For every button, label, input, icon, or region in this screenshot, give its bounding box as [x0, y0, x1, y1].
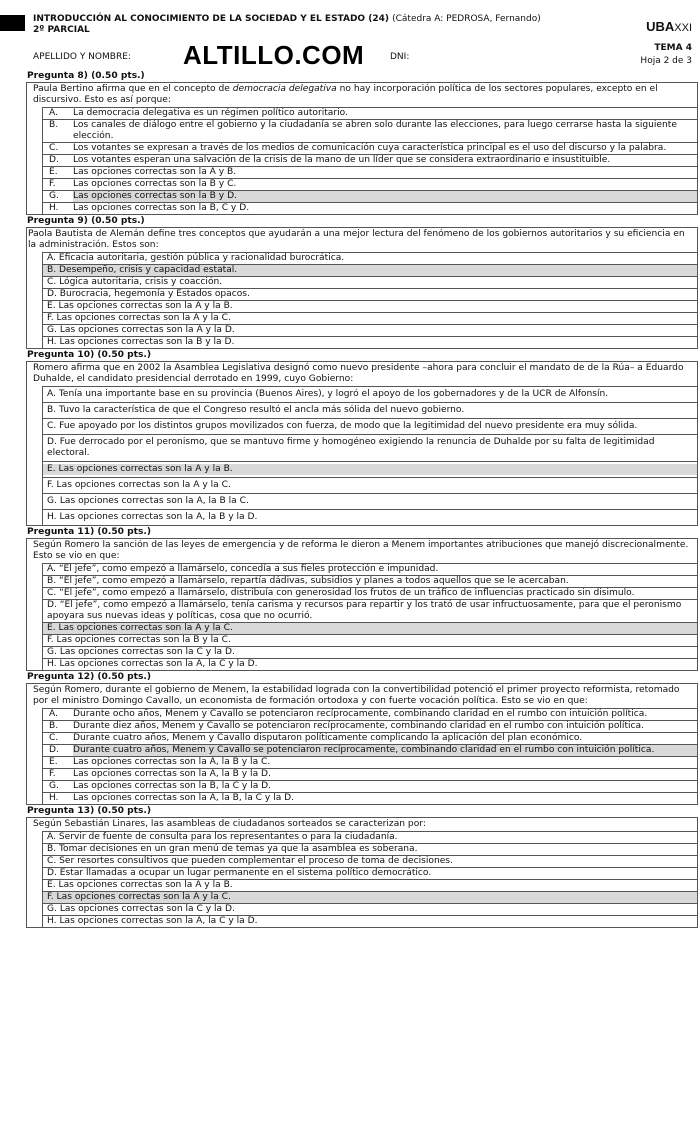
- tema-label: TEMA 4: [654, 43, 692, 53]
- question-stem: Paola Bautista de Alemán define tres conceptos que ayudarán a una mejor lectura del fenómeno de los gobiernos autoritarios y su eficiencia en la administración. Estos son:: [28, 229, 685, 250]
- option-e[interactable]: [42, 879, 697, 891]
- option-text: Los votantes esperan una salvación de la crisis de la mano de un líder que se considera extraordinario e insustituible.: [73, 155, 611, 165]
- option-letter: D.: [49, 155, 59, 165]
- option-text: F. Las opciones correctas son la B y la C.: [47, 635, 231, 645]
- option-letter: H.: [49, 793, 59, 803]
- question-stem: Según Romero, durante el gobierno de Menem, la estabilidad lograda con la convertibilidad potenció el primer proyecto reformista, retomado por el ministro Domingo Cavallo, un economista de formación ortodoxa y con fuerte vocación política. Esto se vio en que:: [33, 685, 680, 706]
- option-a[interactable]: [42, 107, 697, 119]
- question-title: Pregunta 9) (0.50 pts.): [27, 216, 145, 226]
- logo-main: UBA: [646, 19, 675, 34]
- option-text: Los votantes se expresan a través de los medios de comunicación cuya característica principal es el uso del discurso y la palabra.: [73, 143, 667, 153]
- option-d[interactable]: [42, 599, 697, 622]
- option-e[interactable]: [42, 622, 697, 634]
- option-a[interactable]: [42, 563, 697, 575]
- exam-partial: 2º PARCIAL: [33, 25, 90, 35]
- option-text: G. Las opciones correctas son la C y la D.: [47, 904, 235, 914]
- course-name: INTRODUCCIÓN AL CONOCIMIENTO DE LA SOCIEDAD Y EL ESTADO (24): [33, 14, 389, 24]
- question-title: Pregunta 10) (0.50 pts.): [27, 350, 152, 360]
- option-letter: C.: [49, 143, 59, 153]
- option-text: A. Tenía una importante base en su provincia (Buenos Aires), y logró el apoyo de los gobernadores y de la UCR de Alfonsín.: [47, 389, 609, 399]
- option-text: E. Las opciones correctas son la A y la B.: [47, 301, 233, 311]
- option-letter: F.: [49, 769, 56, 779]
- option-letter: A.: [49, 108, 58, 118]
- option-text: Las opciones correctas son la A, la B y la D.: [73, 769, 271, 779]
- uba-xxi-logo: [646, 19, 692, 34]
- black-marker-bar: [0, 15, 25, 31]
- option-c[interactable]: [42, 855, 697, 867]
- option-text: F. Las opciones correctas son la A y la C.: [47, 480, 231, 490]
- name-label: APELLIDO Y NOMBRE:: [33, 52, 131, 62]
- option-letter: H.: [49, 203, 59, 213]
- option-text: Las opciones correctas son la A, la B y la C.: [73, 757, 271, 767]
- option-text: La democracia delegativa es un régimen político autoritario.: [73, 108, 348, 118]
- option-d[interactable]: [42, 154, 697, 166]
- option-text: G. Las opciones correctas son la C y la D.: [47, 647, 235, 657]
- option-letter: G.: [49, 191, 59, 201]
- option-letter: G.: [49, 781, 59, 791]
- watermark: ALTILLO.COM: [183, 40, 365, 70]
- option-text: H. Las opciones correctas son la A, la C y la D.: [47, 916, 258, 926]
- option-b[interactable]: [42, 843, 697, 855]
- option-d[interactable]: [42, 744, 697, 756]
- option-text: E. Las opciones correctas son la A y la B.: [47, 880, 233, 890]
- option-text: E. Las opciones correctas son la A y la B.: [43, 464, 697, 475]
- option-f[interactable]: [42, 312, 697, 324]
- option-h[interactable]: [42, 336, 697, 348]
- option-text: D. Fue derrocado por el peronismo, que se mantuvo firme y homogéneo exigiendo la renuncia de Duhalde por su falta de legitimidad electoral.: [47, 437, 655, 458]
- option-g[interactable]: [42, 646, 697, 658]
- option-c[interactable]: [42, 587, 697, 599]
- option-text: Las opciones correctas son la B y C.: [73, 179, 237, 189]
- option-h[interactable]: [42, 202, 697, 214]
- option-g[interactable]: [42, 493, 697, 509]
- question-stem: Romero afirma que en 2002 la Asamblea Legislativa designó como nuevo presidente –ahora para concluir el mandato de de la Rúa– a Eduardo Duhalde, el candidato presidencial derrotado en 1999, cuyo Gobierno:: [33, 363, 684, 384]
- option-b[interactable]: [42, 264, 697, 276]
- option-b[interactable]: [42, 119, 697, 142]
- option-text: Las opciones correctas son la B, la C y la D.: [73, 781, 272, 791]
- option-a[interactable]: [42, 252, 697, 264]
- option-text: F. Las opciones correctas son la A y la C.: [43, 892, 697, 903]
- option-text: C. Fue apoyado por los distintos grupos movilizados con fuerza, de modo que la legitimidad del nuevo presidente era muy sólida.: [47, 421, 638, 431]
- option-text: B. “El jefe”, como empezó a llamárselo, repartía dádivas, subsidios y planes a todos aquellos que se le acercaban.: [47, 576, 569, 586]
- option-b[interactable]: [42, 402, 697, 418]
- option-text: C. Ser resortes consultivos que pueden complementar el proceso de toma de decisiones.: [47, 856, 453, 866]
- option-text: G. Las opciones correctas son la A y la D.: [47, 325, 235, 335]
- option-text: B. Desempeño, crisis y capacidad estatal.: [43, 265, 697, 276]
- option-text: G. Las opciones correctas son la A, la B la C.: [47, 496, 249, 506]
- option-letter: A.: [49, 709, 58, 719]
- option-text: Las opciones correctas son la A y B.: [73, 167, 237, 177]
- course-chair: (Cátedra A: PEDROSA, Fernando): [392, 14, 541, 24]
- option-text: H. Las opciones correctas son la A, la B y la D.: [47, 512, 258, 522]
- option-text: H. Las opciones correctas son la B y la D.: [47, 337, 235, 347]
- option-a[interactable]: [42, 708, 697, 720]
- option-text: C. “El jefe”, como empezó a llamárselo, distribuía con generosidad los frutos de un tráfico de influencias practicado sin disimulo.: [47, 588, 635, 598]
- option-text: B. Tuvo la característica de que el Congreso resultó el ancla más sólida del nuevo gobierno.: [47, 405, 465, 415]
- option-text: B. Tomar decisiones en un gran menú de temas ya que la asamblea es soberana.: [47, 844, 418, 854]
- option-b[interactable]: [42, 575, 697, 587]
- question-title: Pregunta 13) (0.50 pts.): [27, 806, 152, 816]
- option-letter: B.: [49, 721, 59, 731]
- option-text: Durante cuatro años, Menem y Cavallo disputaron políticamente complicando la aplicación del plan económico.: [73, 733, 583, 743]
- option-text: E. Las opciones correctas son la A y la C.: [43, 623, 697, 634]
- question-stem: Según Sebastián Linares, las asambleas de ciudadanos sorteados se caracterizan por:: [33, 819, 426, 829]
- option-letter: F.: [49, 179, 56, 189]
- option-text: A. “El jefe”, como empezó a llamárselo, concedía a sus fieles protección e impunidad.: [47, 564, 439, 574]
- question-title: Pregunta 11) (0.50 pts.): [27, 527, 152, 537]
- option-d[interactable]: [42, 867, 697, 879]
- option-text: H. Las opciones correctas son la A, la C y la D.: [47, 659, 258, 669]
- question-box: [26, 538, 698, 671]
- question-8: [26, 70, 698, 215]
- option-d[interactable]: [42, 288, 697, 300]
- question-title: Pregunta 12) (0.50 pts.): [27, 672, 152, 682]
- logo-suffix: XXI: [674, 22, 692, 34]
- option-text: Durante cuatro años, Menem y Cavallo se potenciaron recíprocamente, combinando claridad en el rumbo con intuición política.: [73, 745, 697, 756]
- option-text: A. Eficacia autoritaria, gestión pública y racionalidad burocrática.: [47, 253, 345, 263]
- question-stem: [27, 83, 697, 107]
- question-10: [26, 349, 698, 526]
- question-box: [26, 361, 698, 526]
- option-a[interactable]: [42, 831, 697, 843]
- question-13: [26, 805, 698, 928]
- option-text: D. Burocracia, hegemonía y Estados opacos.: [47, 289, 250, 299]
- option-f[interactable]: [42, 891, 697, 903]
- option-text: A. Servir de fuente de consulta para los representantes o para la ciudadanía.: [47, 832, 398, 842]
- option-a[interactable]: [42, 386, 697, 402]
- option-text: Las opciones correctas son la B y D.: [73, 191, 697, 202]
- question-box: [26, 227, 698, 349]
- question-box: [26, 683, 698, 805]
- stem-part-2: no hay incorporación política de los sectores populares, excepto en el discursivo. Esto es así porque:: [33, 84, 658, 105]
- option-e[interactable]: [42, 166, 697, 178]
- option-letter: C.: [49, 733, 59, 743]
- stem-part-1: Paula Bertino afirma que en el concepto de: [33, 84, 233, 94]
- option-g[interactable]: [42, 324, 697, 336]
- option-c[interactable]: [42, 418, 697, 434]
- question-box: [26, 817, 698, 928]
- option-text: Los canales de diálogo entre el gobierno y la ciudadanía se abren solo durante las elecciones, para luego cerrarse hasta la siguiente elección.: [73, 120, 677, 141]
- option-b[interactable]: [42, 720, 697, 732]
- option-c[interactable]: [42, 142, 697, 154]
- option-c[interactable]: [42, 732, 697, 744]
- page-indicator: Hoja 2 de 3: [640, 56, 692, 66]
- option-text: Las opciones correctas son la A, la B, la C y la D.: [73, 793, 295, 803]
- option-f[interactable]: [42, 178, 697, 190]
- option-letter: E.: [49, 757, 58, 767]
- question-box: [26, 82, 698, 215]
- questions-list: [26, 70, 698, 928]
- option-text: Durante diez años, Menem y Cavallo se potenciaron recíprocamente, combinando claridad en el rumbo con intuición política.: [73, 721, 644, 731]
- dni-label: DNI:: [390, 52, 410, 62]
- option-g[interactable]: [42, 190, 697, 202]
- option-h[interactable]: [42, 658, 697, 670]
- option-c[interactable]: [42, 276, 697, 288]
- option-text: C. Lógica autoritaria, crisis y coacción.: [47, 277, 223, 287]
- option-g[interactable]: [42, 903, 697, 915]
- option-text: Las opciones correctas son la B, C y D.: [73, 203, 250, 213]
- stem-emphasis: democracia delegativa: [232, 84, 337, 94]
- course-title: [33, 14, 541, 25]
- question-title: Pregunta 8) (0.50 pts.): [27, 71, 145, 81]
- option-d[interactable]: [42, 434, 697, 461]
- option-h[interactable]: [42, 509, 697, 525]
- option-text: D. Estar llamadas a ocupar un lugar permanente en el sistema político democrático.: [47, 868, 432, 878]
- option-letter: E.: [49, 167, 58, 177]
- option-text: Durante ocho años, Menem y Cavallo se potenciaron recíprocamente, combinando claridad en el rumbo con intuición política.: [73, 709, 648, 719]
- option-text: F. Las opciones correctas son la A y la C.: [47, 313, 231, 323]
- option-g[interactable]: [42, 780, 697, 792]
- option-letter: D.: [49, 745, 59, 755]
- option-e[interactable]: [42, 461, 697, 477]
- option-e[interactable]: [42, 756, 697, 768]
- option-text: D. “El jefe”, como empezó a llamárselo, tenía carisma y recursos para repartir y los trató de usar infructuosamente, para que el peronismo apoyara sus nuevas ideas y políticas, cosa que no ocurrió.: [47, 600, 682, 621]
- question-11: [26, 526, 698, 671]
- question-9: [26, 215, 698, 349]
- option-f[interactable]: [42, 768, 697, 780]
- option-e[interactable]: [42, 300, 697, 312]
- option-f[interactable]: [42, 634, 697, 646]
- option-f[interactable]: [42, 477, 697, 493]
- option-h[interactable]: [42, 792, 697, 804]
- option-letter: B.: [49, 120, 59, 130]
- question-12: [26, 671, 698, 805]
- option-h[interactable]: [42, 915, 697, 927]
- question-stem: Según Romero la sanción de las leyes de emergencia y de reforma le dieron a Menem importantes atribuciones que manejó discrecionalmente. Esto se vio en que:: [33, 540, 689, 561]
